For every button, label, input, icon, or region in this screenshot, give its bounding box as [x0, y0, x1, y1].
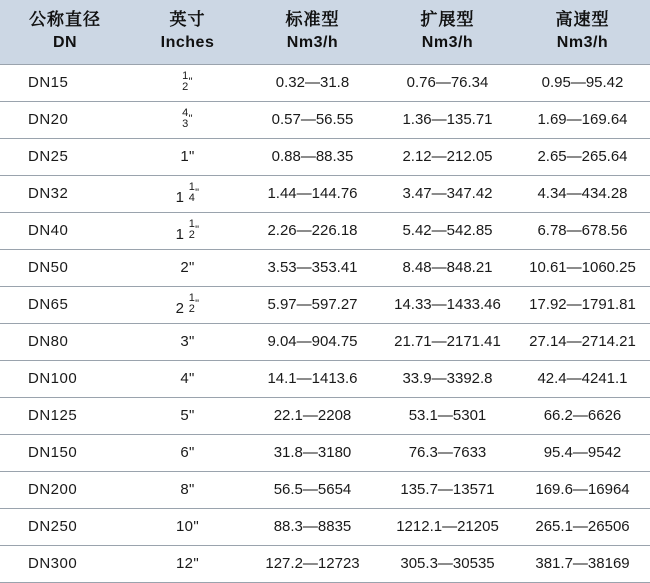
cell-extended: 1.36—135.71 — [380, 101, 515, 138]
cell-extended: 33.9—3392.8 — [380, 360, 515, 397]
cell-extended: 305.3—30535 — [380, 545, 515, 582]
table-header-row — [0, 0, 650, 64]
cell-standard: 56.5—5654 — [245, 471, 380, 508]
column-header-dn — [0, 0, 130, 64]
cell-highspeed: 2.65—265.64 — [515, 138, 650, 175]
cell-dn: DN250 — [0, 508, 130, 545]
cell-inches: 2" — [130, 249, 245, 286]
cell-dn: DN15 — [0, 64, 130, 101]
cell-extended: 14.33—1433.46 — [380, 286, 515, 323]
cell-inches: 1 2 " — [130, 64, 245, 101]
table-row — [0, 212, 650, 249]
table-row — [0, 249, 650, 286]
cell-dn: DN80 — [0, 323, 130, 360]
column-header-extended-unit: Nm3/h — [421, 33, 474, 51]
cell-highspeed: 17.92—1791.81 — [515, 286, 650, 323]
cell-inches: 6" — [130, 434, 245, 471]
cell-standard: 88.3—8835 — [245, 508, 380, 545]
cell-highspeed: 95.4—9542 — [515, 434, 650, 471]
cell-extended: 5.42—542.85 — [380, 212, 515, 249]
cell-standard: 1.44—144.76 — [245, 175, 380, 212]
cell-inches: 1 1 2 " — [130, 212, 245, 249]
cell-extended: 3.47—347.42 — [380, 175, 515, 212]
cell-inches: 5" — [130, 397, 245, 434]
column-header-inches — [130, 0, 245, 64]
cell-highspeed: 27.14—2714.21 — [515, 323, 650, 360]
column-header-extended — [380, 0, 515, 64]
cell-highspeed: 381.7—38169 — [515, 545, 650, 582]
cell-highspeed: 10.61—1060.25 — [515, 249, 650, 286]
cell-dn: DN150 — [0, 434, 130, 471]
table-row — [0, 508, 650, 545]
cell-dn: DN40 — [0, 212, 130, 249]
cell-standard: 2.26—226.18 — [245, 212, 380, 249]
cell-extended: 2.12—212.05 — [380, 138, 515, 175]
cell-dn: DN100 — [0, 360, 130, 397]
cell-dn: DN50 — [0, 249, 130, 286]
cell-extended: 0.76—76.34 — [380, 64, 515, 101]
cell-highspeed: 169.6—16964 — [515, 471, 650, 508]
cell-inches: 4" — [130, 360, 245, 397]
cell-standard: 31.8—3180 — [245, 434, 380, 471]
cell-inches: 8" — [130, 471, 245, 508]
cell-dn: DN20 — [0, 101, 130, 138]
cell-inches: 10" — [130, 508, 245, 545]
cell-standard: 9.04—904.75 — [245, 323, 380, 360]
table-row — [0, 323, 650, 360]
cell-standard: 22.1—2208 — [245, 397, 380, 434]
cell-highspeed: 4.34—434.28 — [515, 175, 650, 212]
cell-standard: 0.88—88.35 — [245, 138, 380, 175]
cell-inches: 4 3 " — [130, 101, 245, 138]
cell-highspeed: 6.78—678.56 — [515, 212, 650, 249]
table-header — [0, 0, 650, 64]
column-header-inches-title: 英寸 — [169, 10, 206, 29]
cell-standard: 0.32—31.8 — [245, 64, 380, 101]
table-row — [0, 64, 650, 101]
column-header-dn-title: 公称直径 — [29, 10, 101, 29]
column-header-standard-unit: Nm3/h — [286, 33, 339, 51]
cell-dn: DN65 — [0, 286, 130, 323]
column-header-inches-unit: Inches — [160, 33, 215, 51]
cell-dn: DN25 — [0, 138, 130, 175]
cell-standard: 5.97—597.27 — [245, 286, 380, 323]
table-row — [0, 138, 650, 175]
table-row — [0, 471, 650, 508]
cell-inches: 3" — [130, 323, 245, 360]
table-row — [0, 434, 650, 471]
cell-highspeed: 42.4—4241.1 — [515, 360, 650, 397]
cell-inches: 2 1 2 " — [130, 286, 245, 323]
cell-extended: 1212.1—21205 — [380, 508, 515, 545]
cell-dn: DN32 — [0, 175, 130, 212]
cell-inches: 1 1 4 " — [130, 175, 245, 212]
cell-inches: 12" — [130, 545, 245, 582]
cell-inches: 1" — [130, 138, 245, 175]
table-row — [0, 286, 650, 323]
table-body — [0, 64, 650, 582]
cell-dn: DN200 — [0, 471, 130, 508]
table-row — [0, 545, 650, 582]
cell-extended: 8.48—848.21 — [380, 249, 515, 286]
cell-extended: 53.1—5301 — [380, 397, 515, 434]
table-row — [0, 101, 650, 138]
cell-standard: 3.53—353.41 — [245, 249, 380, 286]
cell-standard: 127.2—12723 — [245, 545, 380, 582]
cell-standard: 0.57—56.55 — [245, 101, 380, 138]
column-header-highspeed-unit: Nm3/h — [556, 33, 609, 51]
column-header-standard — [245, 0, 380, 64]
cell-highspeed: 0.95—95.42 — [515, 64, 650, 101]
cell-dn: DN125 — [0, 397, 130, 434]
column-header-standard-title: 标准型 — [285, 10, 340, 29]
column-header-highspeed — [515, 0, 650, 64]
table-row — [0, 175, 650, 212]
column-header-dn-unit: DN — [52, 33, 78, 51]
cell-extended: 21.71—2171.41 — [380, 323, 515, 360]
column-header-highspeed-title: 高速型 — [555, 10, 610, 29]
cell-highspeed: 1.69—169.64 — [515, 101, 650, 138]
cell-highspeed: 66.2—6626 — [515, 397, 650, 434]
table-row — [0, 360, 650, 397]
column-header-extended-title: 扩展型 — [420, 10, 475, 29]
cell-standard: 14.1—1413.6 — [245, 360, 380, 397]
cell-highspeed: 265.1—26506 — [515, 508, 650, 545]
table-row — [0, 397, 650, 434]
cell-extended: 76.3—7633 — [380, 434, 515, 471]
cell-dn: DN300 — [0, 545, 130, 582]
cell-extended: 135.7—13571 — [380, 471, 515, 508]
